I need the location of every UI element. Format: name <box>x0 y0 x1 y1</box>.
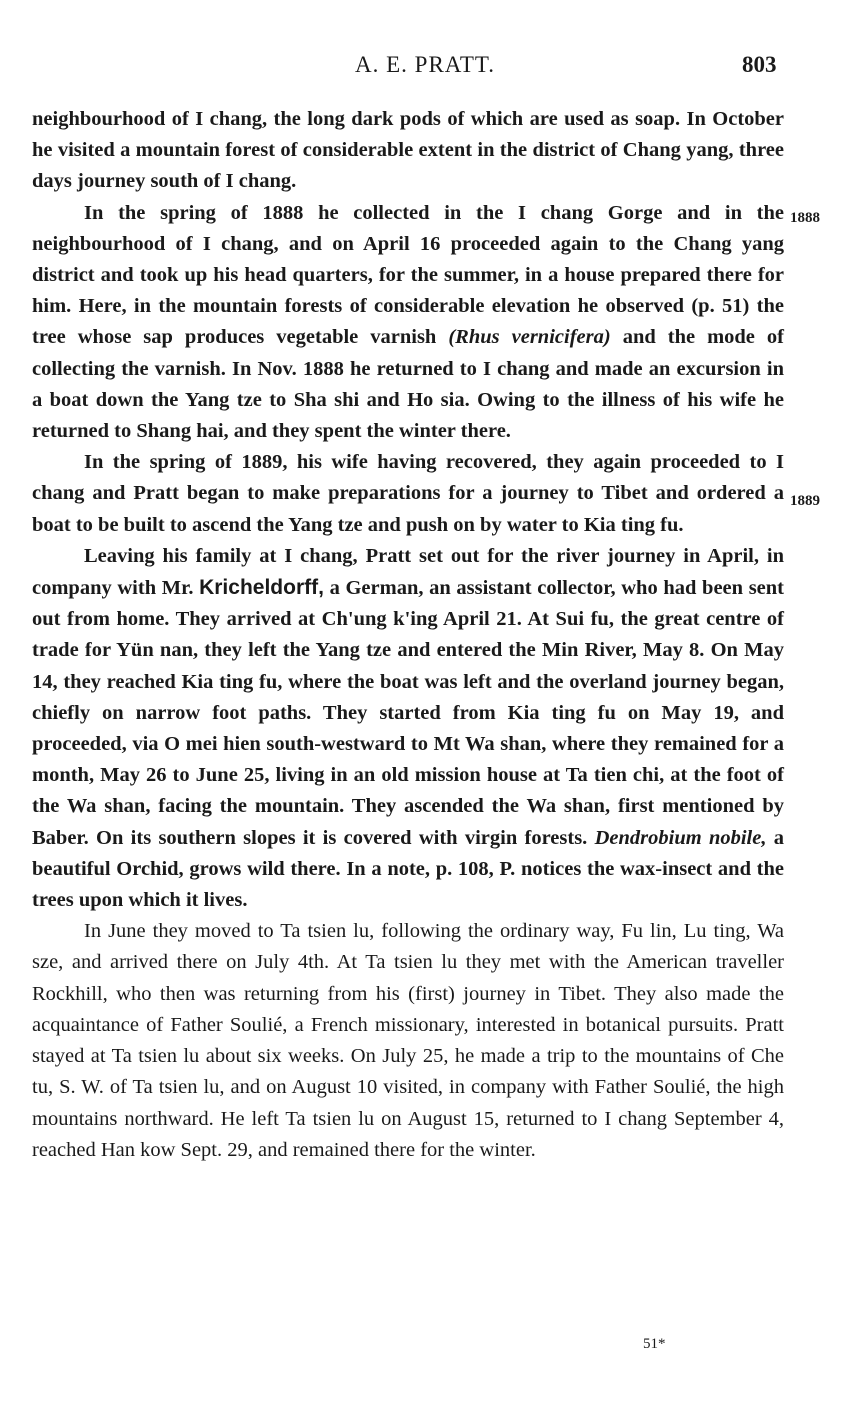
signature-mark: 51* <box>643 1336 666 1352</box>
body-text <box>32 104 784 1166</box>
paragraph-4 <box>32 541 784 916</box>
person-name-kricheldorff: Kricheldorff, <box>199 576 324 600</box>
paragraph-3: In the spring of 1889, his wife having recovered, they again proceeded to I chang and Pratt began to make preparations for a journey to Tibet and ordered a boat to be built to ascend the Yang tze and push on by water to Kia ting fu. <box>32 451 784 536</box>
paragraph-4-part-c: a beautiful Orchid, grows wild there. In a note, p. 108, P. notices the wax-insect and the trees upon which it lives. <box>32 826 784 912</box>
running-head-author: A. E. PRATT. <box>355 52 495 77</box>
paragraph-1: neighbourhood of I chang, the long dark pods of which are used as soap. In October he visited a mountain forest of considerable extent in the district of Chang yang, three days journey south of I chang. <box>32 108 784 193</box>
paragraph-2-part-b: and the mode of collecting the varnish. In Nov. 1888 he returned to I chang and made an excursion in a boat down the Yang tze to Sha shi and Ho sia. Owing to the illness of his wife he returned to Shang hai, and they spent the winter there. <box>32 326 784 443</box>
species-name-dendrobium: Dendrobium nobile, <box>594 826 767 849</box>
paragraph-4-part-a: Leaving his family at I chang, Pratt set out for the river journey in April, in company with Mr. <box>32 544 784 600</box>
species-name-rhus: (Rhus vernicifera) <box>448 326 611 349</box>
paragraph-5: In June they moved to Ta tsien lu, following the ordinary way, Fu lin, Lu ting, Wa sze, and arrived there on July 4th. At Ta tsien lu they met with the American traveller Rockhill, who then was returning from his (first) journey in Tibet. They also made the acquaintance of Father Soulié, a French missionary, interested in botanical pursuits. Pratt stayed at Ta tsien lu about six weeks. On July 25, he made a trip to the mountains of Che tu, S. W. of Ta tsien lu, and on August 10 visited, in company with Father Soulié, the high mountains northward. He left Ta tsien lu on August 15, returned to I chang September 4, reached Han kow Sept. 29, and remained there for the winter. <box>32 920 784 1161</box>
margin-note-year-1888: 1888 <box>790 210 820 226</box>
page-number: 803 <box>742 52 777 77</box>
running-head <box>0 52 850 88</box>
paragraph-2-part-a: In the spring of 1888 he collected in the I chang Gorge and in the neighbourhood of I chang, and on April 16 proceeded again to the Chang yang district and took up his head quarters, for the summer, in a house prepared there for him. Here, in the mountain forests of considerable elevation he observed (p. 51) the tree whose sap produces vegetable varnish <box>32 201 784 349</box>
margin-note-year-1889: 1889 <box>790 493 820 509</box>
paragraph-4-part-b: a German, an assistant collector, who had been sent out from home. They arrived at Ch'ung k'ing April 21. At Sui fu, the great centre of trade for Yün nan, they left the Yang tze and entered the Min River, May 8. On May 14, they reached Kia ting fu, where the boat was left and the overland journey began, chiefly on narrow foot paths. They started from Kia ting fu on May 19, and proceeded, via O mei hien south-westward to Mt Wa shan, where they remained for a month, May 26 to June 25, living in an old mission house at Ta tien chi, at the foot of the Wa shan, facing the mountain. They ascended the Wa shan, first mentioned by Baber. On its southern slopes it is covered with virgin forests. <box>32 577 784 849</box>
paragraph-2 <box>32 198 784 448</box>
